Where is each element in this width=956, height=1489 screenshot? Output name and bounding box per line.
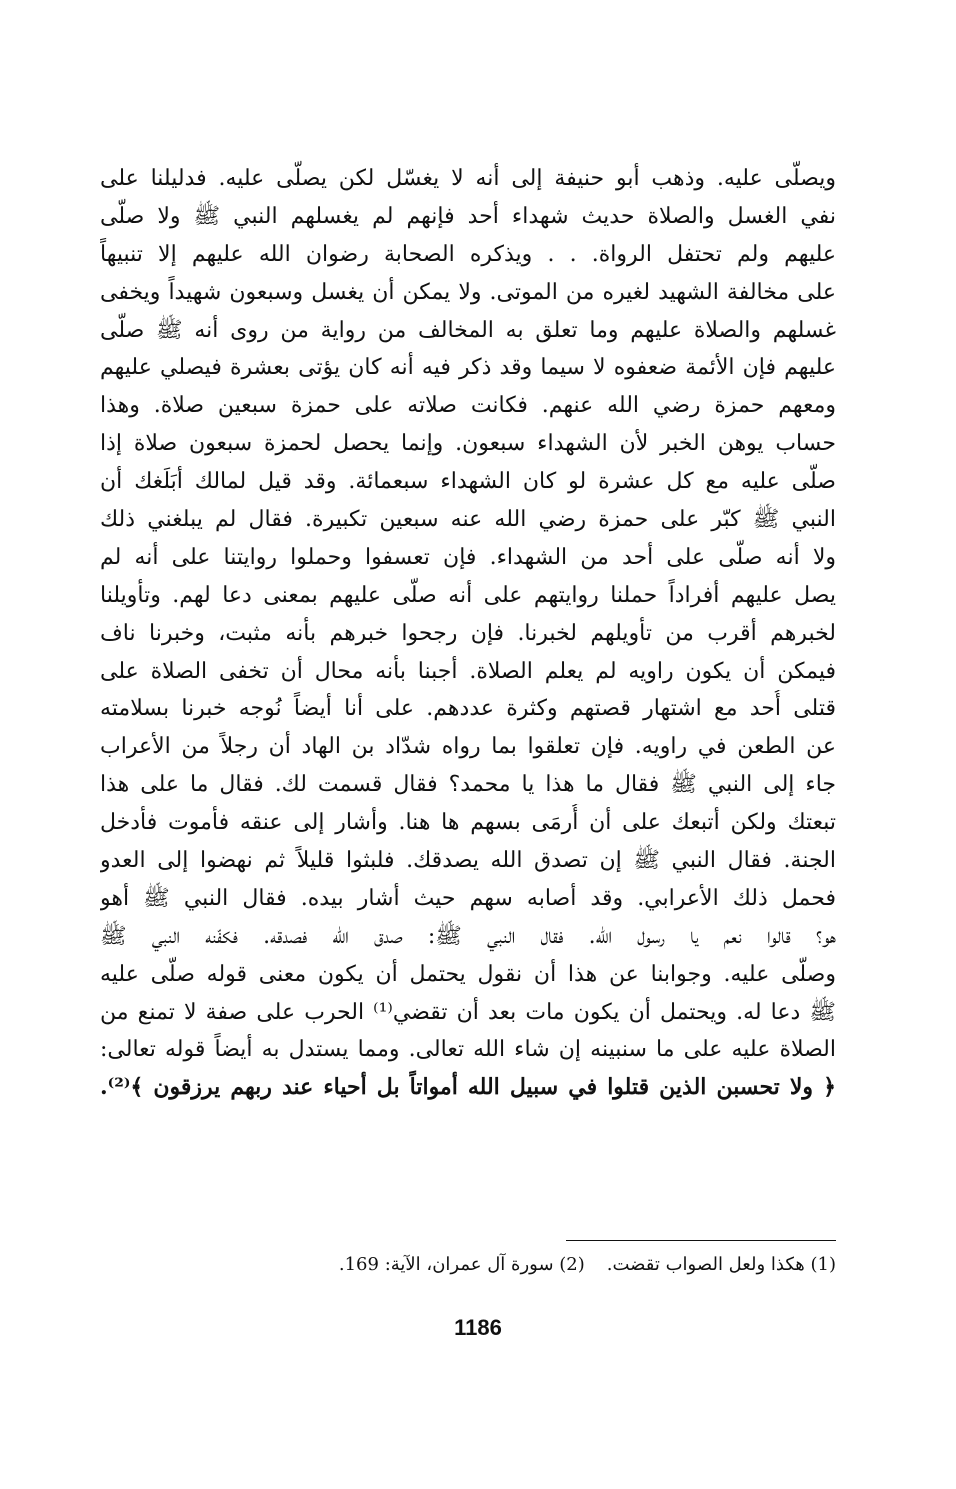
text-line: فحمل ذلك الأعرابي. وقد أصابه سهم حيث أشار بيده. فقال النبي ﷺ أهو: [100, 885, 836, 911]
footnotes: [240, 1248, 836, 1282]
text-line: وصلّى عليه. وجوابنا عن هذا أن نقول يحتمل أن يكون معنى قوله صلّى عليه: [100, 961, 836, 987]
page-number: 1186: [454, 1315, 502, 1340]
footnote-divider: [566, 1240, 836, 1241]
footnote-2: (2) سورة آل عمران، الآية: 169.: [338, 1254, 585, 1275]
text-line: الجنة. فقال النبي ﷺ إن تصدق الله يصدقك. فلبثوا قليلاً ثم نهضوا إلى العدو: [100, 848, 836, 874]
text-line: عن الطعن في راويه. فإن تعلقوا بما رواه شدّاد بن الهاد أن رجلاً من الأعراب: [100, 734, 836, 760]
text-line: ويصلّى عليه. وذهب أبو حنيفة إلى أنه لا يغسّل لكن يصلّى عليه. فدليلنا على: [100, 166, 836, 191]
footnote-1: (1) هكذا ولعل الصواب تقضت.: [606, 1254, 836, 1275]
quran-verse-line: ﴿ ولا تحسبن الذين قتلوا في سبيل الله أمواتاً بل أحياء عند ربهم يرزقون ﴾⁽²⁾.: [100, 1074, 836, 1101]
text-line: حساب يوهن الخبر لأن الشهداء سبعون. وإنما يحصل لحمزة سبعون صلاة إذا: [100, 431, 836, 457]
text-line: ومعهم حمزة رضي الله عنهم. فكانت صلاته على حمزة سبعين صلاة. وهذا: [100, 393, 836, 419]
text-line: جاء إلى النبي ﷺ فقال ما هذا يا محمد؟ فقال قسمت لك. فقال ما على هذا: [100, 772, 836, 798]
text-line: غسلهم والصلاة عليهم وما تعلق به المخالف من رواية من روى أنه ﷺ صلّى: [100, 317, 836, 343]
text-line: عليهم ولم تحتفل الرواة. . . ويذكره الصحابة رضوان الله عليهم إلا تنبيهاً: [100, 241, 836, 267]
text-line: الصلاة عليه على ما سنبينه إن شاء الله تعالى. ومما يستدل به أيضاً قوله تعالى:: [100, 1037, 836, 1063]
text-line: لخبرهم أقرب من تأويلهم لخبرنا. فإن رجحوا خبرهم بأنه مثبت، وخبرنا ناف: [100, 620, 836, 646]
text-line: قتلى أُحد مع اشتهار قصتهم وكثرة عددهم. على أنا أيضاً نُوجه خبرنا بسلامته: [100, 696, 836, 722]
text-line: نفي الغسل والصلاة حديث شهداء أحد فإنهم لم يغسلهم النبي ﷺ ولا صلّى: [100, 203, 836, 229]
text-line: تبعتك ولكن أتبعك على أن أُرمَى بسهم ها هنا. وأشار إلى عنقه فأموت فأدخل: [100, 810, 836, 836]
text-line: النبي ﷺ كبّر على حمزة رضي الله عنه سبعين تكبيرة. فقال لم يبلغني ذلك: [100, 507, 836, 533]
text-line: فيمكن أن يكون راويه لم يعلم الصلاة. أجبنا بأنه محال أن تخفى الصلاة على: [100, 658, 836, 684]
text-line: ﷺ دعا له. ويحتمل أن يكون مات بعد أن تقضي⁽¹⁾ الحرب على صفة لا تمنع من: [100, 999, 836, 1025]
text-line: عليهم فإن الأئمة ضعفوه لا سيما وقد ذكر فيه أنه كان يؤتى بعشرة فيصلي عليهم: [100, 355, 836, 381]
text-line: ولا أنه صلّى على أحد من الشهداء. فإن تعسفوا وحملوا روايتنا على أنه لم: [100, 544, 836, 570]
main-text-block: [100, 160, 836, 1107]
text-line: يصل عليهم أفراداً حملنا روايتهم على أنه صلّى عليهم بمعنى دعا لهم. وتأويلنا: [100, 582, 836, 608]
text-line: على مخالفة الشهيد لغيره من الموتى. ولا يمكن أن يغسل وسبعون شهيداً ويخفى: [100, 279, 836, 305]
text-line: هو؟ قالوا نعم يا رسول الله. فقال النبي ﷺ: صدق الله فصدقه. فكفّنه النبي ﷺ: [100, 923, 836, 949]
text-line: صلّى عليه مع كل عشرة لو كان الشهداء سبعمائة. وقد قيل لمالك أبَلَغك أن: [100, 469, 836, 495]
